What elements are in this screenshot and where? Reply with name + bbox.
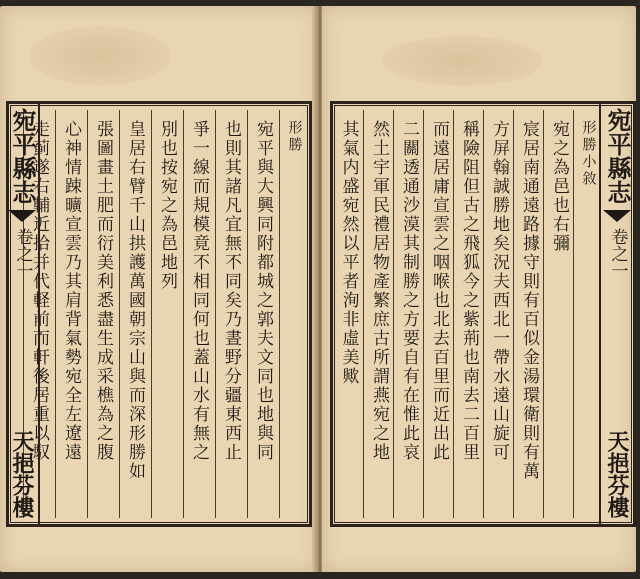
left-col-4: 爭一線而規模竟不相同何也蓋山水有無之: [183, 110, 213, 518]
left-col-6: 皇居右臂千山拱護萬國朝宗山與而深形勝如: [119, 110, 149, 518]
left-col-1: 形勝: [279, 110, 309, 518]
right-page-spine: [599, 104, 633, 524]
left-page: [0, 6, 318, 572]
left-col-7: 張圖畫土肥而衍美利悉盡生成采樵為之腹: [87, 110, 117, 518]
left-page-spine: [6, 104, 40, 524]
spine-volume: 卷之一: [12, 228, 33, 279]
right-col-9: 其氣内盛宛然以平者洵非虛美歟: [338, 120, 359, 386]
right-col-3: 宸居南通遠路據守則有百似金湯環衛則有萬: [513, 110, 543, 518]
right-page: [322, 6, 636, 572]
left-col-2: 宛平與大興同附都城之郭夫文同也地與同: [247, 110, 277, 518]
right-col-1: 形勝小敘: [573, 110, 603, 518]
spine-press: 天挹芬樓: [604, 430, 630, 518]
paper-stain: [30, 26, 170, 86]
spine-title: 宛平縣志: [603, 108, 632, 204]
left-col-3: 也則其諸凡宜無不同矣乃晝野分疆東西止: [215, 110, 245, 518]
left-text-frame: [6, 101, 312, 527]
left-col-8: 心神情踈曠宣雲乃其肩背氣勢宛全左遼遠: [55, 110, 85, 518]
right-col-8: 然土宇軍民禮居物產繁庶古所謂燕宛之地: [363, 110, 393, 518]
right-col-6: 而遠居庸宣雲之咽喉也北去百里而近出此: [423, 110, 453, 518]
right-col-7: 二關透通沙漠其制勝之方要自有在惟此哀: [393, 110, 423, 518]
fish-tail-mark: [603, 210, 631, 222]
fish-tail-mark: [8, 210, 36, 222]
spine-volume: 卷之一: [607, 228, 628, 279]
paper-stain: [382, 36, 542, 86]
left-col-9: 走蓟遂右輔近拾并代軽前而軒後居重以馭: [23, 110, 53, 518]
left-col-5: 別也按宛之為邑地列: [151, 110, 181, 518]
spine-press: 天挹芬樓: [9, 430, 35, 518]
right-col-2: 宛之為邑也右彌: [543, 110, 573, 518]
right-text-frame: [330, 101, 636, 527]
right-col-5: 稱險阻但古之飛狐今之紫荊也南去二百里: [453, 110, 483, 518]
spine-title: 宛平縣志: [8, 108, 37, 204]
right-col-4: 方屏翰誠勝地矣況夫西北一帶水遠山旋可: [483, 110, 513, 518]
